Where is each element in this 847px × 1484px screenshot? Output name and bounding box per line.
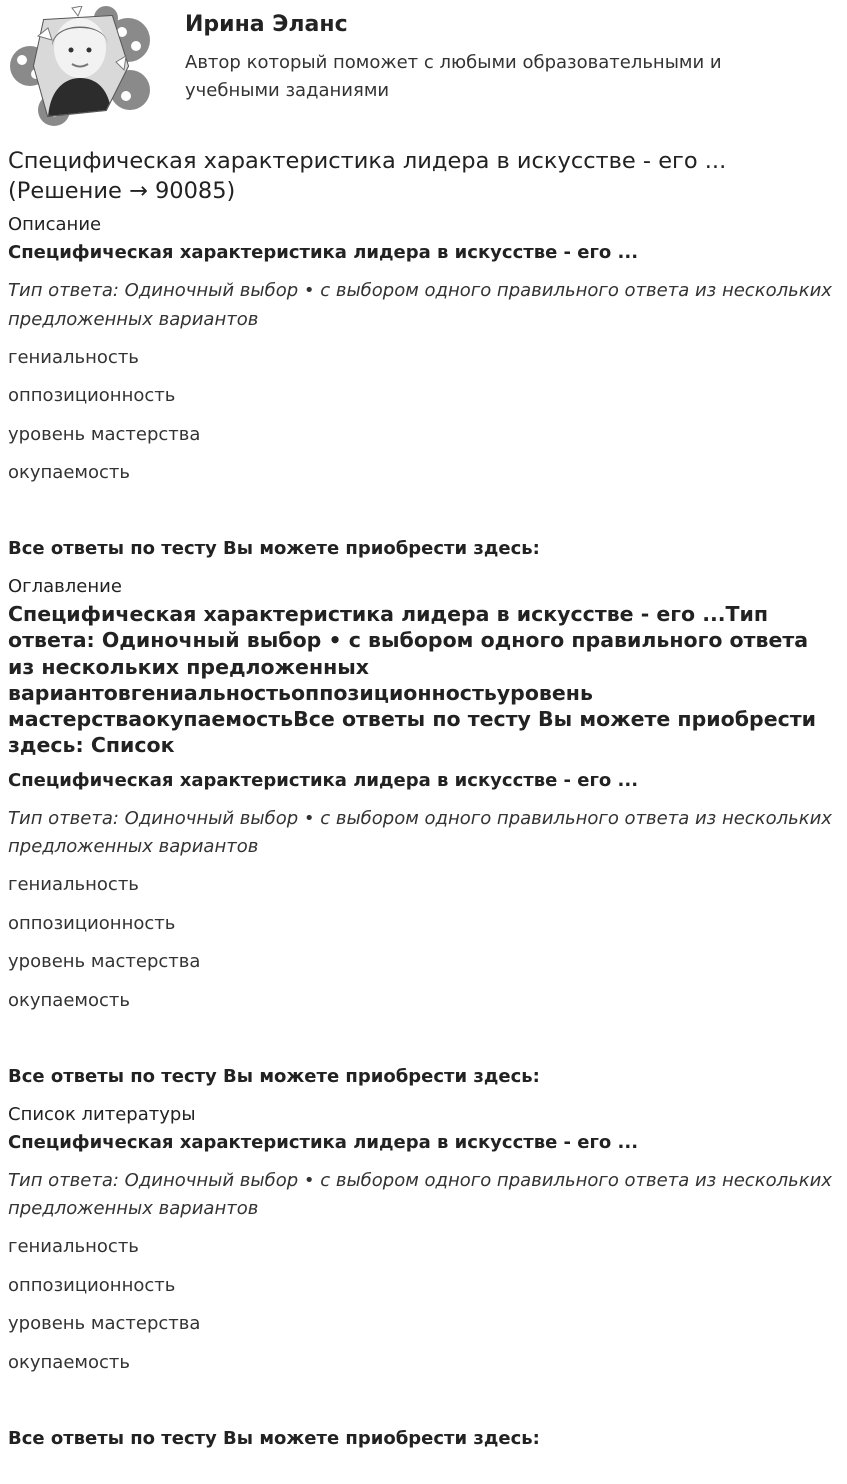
answer-option: оппозиционность: [8, 385, 176, 406]
document-title: Специфическая характеристика лидера в искусстве - его ... (Решение → 90085): [8, 148, 727, 204]
section-label-toc: Оглавление: [8, 576, 122, 597]
description-section: [8, 211, 838, 563]
answer-type: Тип ответа: Одиночный выбор • с выбором одного правильного ответа из нескольких предложенных вариантов: [8, 807, 832, 858]
toc-section: [8, 573, 838, 1091]
answer-option: оппозиционность: [8, 912, 176, 934]
answer-option: оппозиционность: [8, 1274, 176, 1296]
answer-type: Тип ответа: Одиночный выбор • с выбором одного правильного ответа из нескольких предложенных вариантов: [8, 1169, 832, 1220]
answer-option: окупаемость: [8, 462, 130, 483]
answer-option: уровень мастерства: [8, 423, 201, 445]
answer-type: Тип ответа: Одиночный выбор • с выбором одного правильного ответа из нескольких предложенных вариантов: [8, 280, 832, 330]
answer-option: уровень мастерства: [8, 1313, 201, 1335]
toc-heading: Специфическая характеристика лидера в искусстве - его ...Тип ответа: Одиночный выбор • с выбором одного правильного ответа из нескольких предложенных вариантовгениальностьоппозиционностьуровень мастерстваокупаемостьВсе ответы по тесту Вы можете приобрести здесь: Список: [8, 602, 816, 758]
question-title: Специфическая характеристика лидера в искусстве - его ...: [8, 1131, 639, 1153]
answer-option: гениальность: [8, 346, 139, 368]
section-label-literature: Список литературы: [8, 1103, 196, 1125]
answer-option: гениальность: [8, 1236, 139, 1258]
author-photo-avatar: [8, 6, 150, 126]
document-content: [8, 146, 838, 1463]
author-card: [0, 0, 847, 130]
buy-note: Все ответы по тесту Вы можете приобрести здесь:: [8, 538, 540, 559]
author-name: Ирина Эланс: [185, 12, 348, 37]
answer-option: уровень мастерства: [8, 951, 201, 973]
question-title: Специфическая характеристика лидера в искусстве - его ...: [8, 242, 639, 263]
author-description: Автор который поможет с любыми образовательными и учебными заданиями: [185, 52, 722, 101]
answer-option: окупаемость: [8, 1351, 130, 1373]
answer-option: гениальность: [8, 874, 139, 896]
buy-note: Все ответы по тесту Вы можете приобрести здесь:: [8, 1065, 540, 1087]
question-title: Специфическая характеристика лидера в искусстве - его ...: [8, 769, 639, 791]
answer-option: окупаемость: [8, 989, 130, 1011]
section-label-description: Описание: [8, 214, 102, 235]
buy-note: Все ответы по тесту Вы можете приобрести здесь:: [8, 1427, 540, 1449]
literature-section: [8, 1101, 838, 1453]
